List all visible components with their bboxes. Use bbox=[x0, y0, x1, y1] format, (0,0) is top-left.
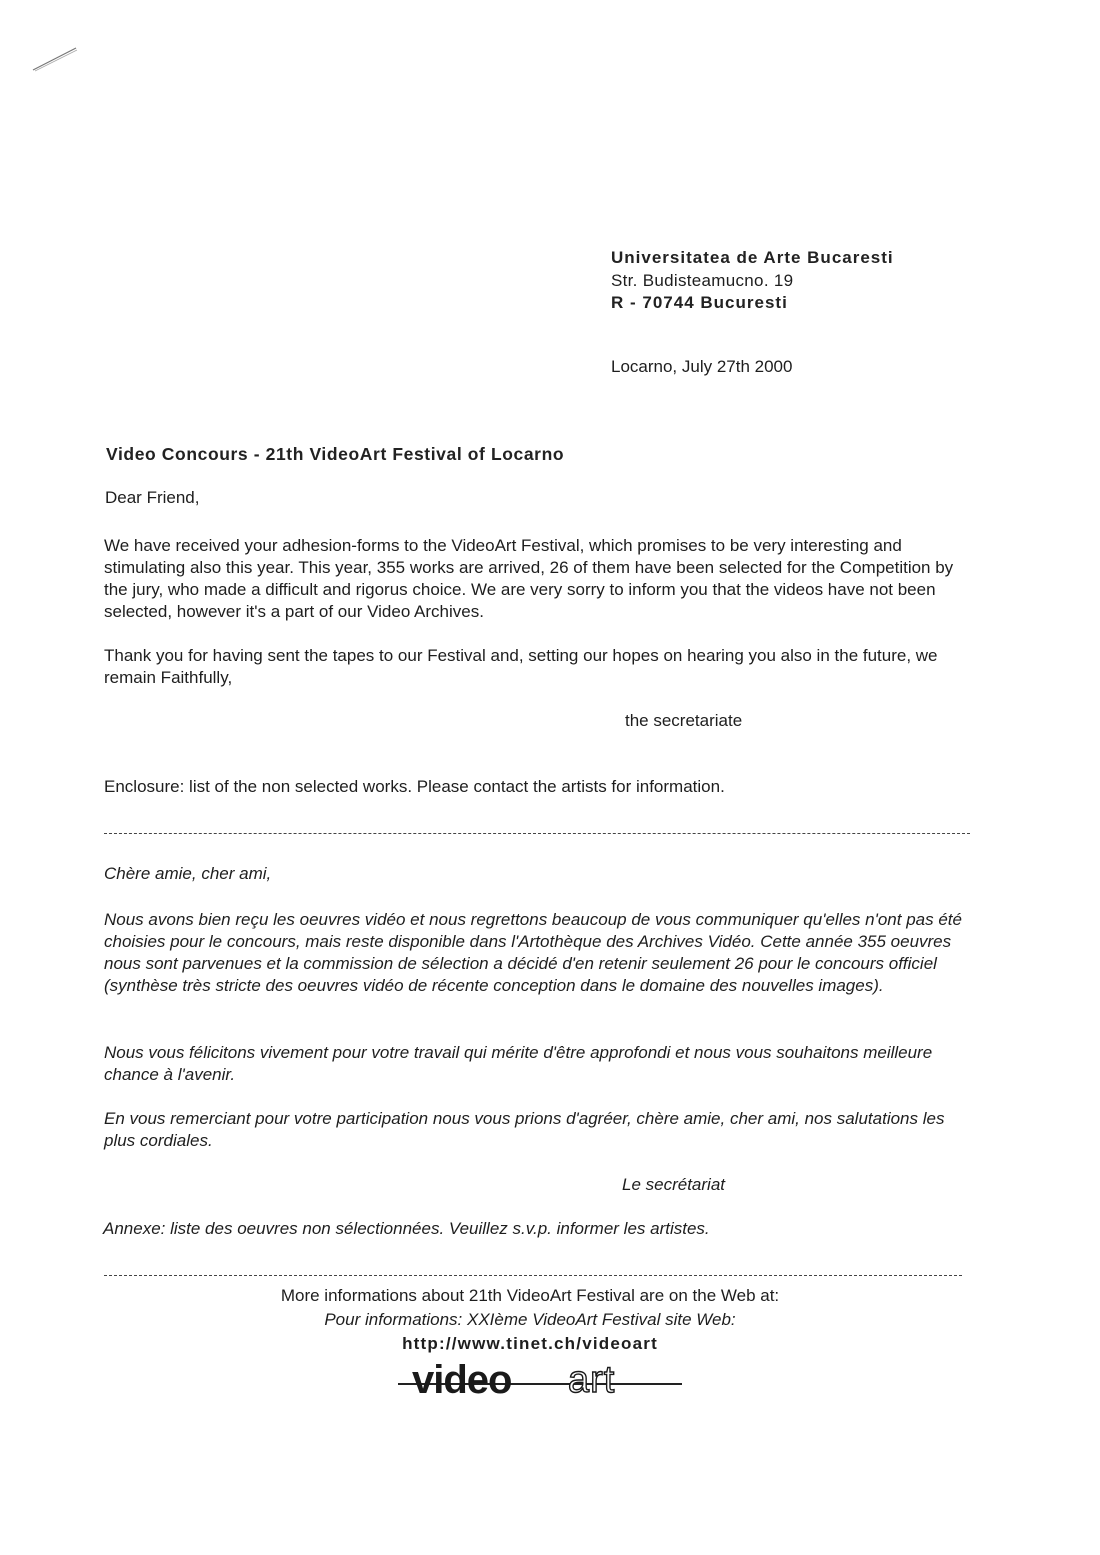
recipient-street: Str. Budisteamucno. 19 bbox=[611, 270, 794, 290]
recipient-name: Universitatea de Arte Bucaresti bbox=[611, 248, 894, 267]
footer-info-french: Pour informations: XXIème VideoArt Festival site Web: bbox=[324, 1310, 736, 1329]
english-signature: the secretariate bbox=[625, 711, 743, 730]
footer-info-english: More informations about 21th VideoArt Festival are on the Web at: bbox=[280, 1286, 780, 1305]
svg-text:art: art bbox=[568, 1359, 616, 1401]
footer bbox=[230, 1284, 830, 1356]
letter-subject: Video Concours - 21th VideoArt Festival of Locarno bbox=[106, 444, 565, 464]
english-paragraph-1: We have received your adhesion-forms to the VideoArt Festival, which promises to be very interesting and stimulating also this year. This year, 355 works are arrived, 26 of them have been selected for the Competition by the jury, who made a difficult and rigorus choice. We are very sorry to inform you that the videos have not been selected, however it's a part of our Video Archives. bbox=[104, 536, 954, 621]
french-paragraph-3: En vous remerciant pour votre participation nous vous prions d'agréer, chère amie, cher ami, nos salutations les plus cordiales. bbox=[104, 1109, 945, 1150]
french-paragraph-2: Nous vous félicitons vivement pour votre travail qui mérite d'être approfondi et nous vous souhaitons meilleure chance à l'avenir. bbox=[104, 1043, 933, 1084]
recipient-address bbox=[611, 247, 894, 315]
french-salutation: Chère amie, cher ami, bbox=[104, 864, 272, 883]
recipient-city: R - 70744 Bucuresti bbox=[611, 293, 788, 312]
footer-divider-line bbox=[104, 1275, 962, 1276]
french-annexe: Annexe: liste des oeuvres non sélectionnées. Veuillez s.v.p. informer les artistes. bbox=[103, 1219, 710, 1238]
english-salutation: Dear Friend, bbox=[105, 488, 200, 507]
videoart-logo bbox=[390, 1358, 690, 1402]
divider-line bbox=[104, 833, 970, 834]
footer-website-url: http://www.tinet.ch/videoart bbox=[402, 1334, 658, 1353]
french-signature: Le secrétariat bbox=[622, 1175, 725, 1194]
svg-text:video: video bbox=[412, 1358, 512, 1402]
english-enclosure: Enclosure: list of the non selected works. Please contact the artists for information. bbox=[104, 777, 725, 796]
letter-date: Locarno, July 27th 2000 bbox=[611, 357, 793, 376]
pen-stroke-mark bbox=[30, 44, 80, 74]
english-paragraph-2: Thank you for having sent the tapes to our Festival and, setting our hopes on hearing you also in the future, we remain Faithfully, bbox=[104, 646, 938, 687]
french-paragraph-1: Nous avons bien reçu les oeuvres vidéo et nous regrettons beaucoup de vous communiquer qu'elles n'ont pas été choisies pour le concours, mais reste disponible dans l'Artothèque des Archives Vidéo. Cette année 355 oeuvres nous sont parvenues et la commission de sélection a décidé d'en retenir seulement 26 pour le concours officiel (synthèse très stricte des oeuvres vidéo de récente conception dans le domaine des nouvelles images). bbox=[104, 910, 962, 995]
